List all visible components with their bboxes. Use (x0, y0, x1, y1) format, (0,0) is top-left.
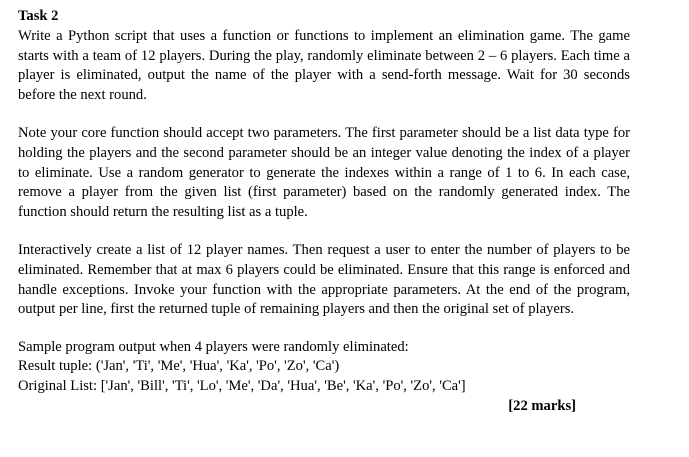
sample-original-line: Original List: ['Jan', 'Bill', 'Ti', 'Lo', 'Me', 'Da', 'Hua', 'Be', 'Ka', 'Po', 'Zo', 'Ca'] (18, 377, 466, 394)
task-document (18, 7, 630, 416)
paragraph-function-notes: Note your core function should accept two parameters. The first parameter should be a list data type for holding the players and the second parameter should be an integer value denoting the index of a player to eliminate. Use a random generator to generate the indexes within a range of 1 to 6. In each case, remove a player from the given list (first parameter) based on the randomly generated index. The function should return the resulting list as a tuple. (18, 125, 630, 220)
sample-result-line: Result tuple: ('Jan', 'Ti', 'Me', 'Hua', 'Ka', 'Po', 'Zo', 'Ca') (18, 358, 340, 375)
sample-output-section (18, 338, 630, 397)
marks-label: [22 marks] (508, 397, 576, 414)
task-title: Task 2 (18, 8, 59, 24)
paragraph-interactive-instructions: Interactively create a list of 12 player names. Then request a user to enter the number of players to be eliminated. Remember that at max 6 players could be eliminated. Ensure that this range is enforced and handle exceptions. Invoke your function with the appropriate parameters. At the end of the program, output per line, first the returned tuple of remaining players and then the original set of players. (18, 242, 630, 318)
sample-output-heading: Sample program output when 4 players were randomly eliminated: (18, 338, 409, 355)
paragraph-description: Write a Python script that uses a function or functions to implement an elimination game. The game starts with a team of 12 players. During the play, randomly eliminate between 2 – 6 players. Each time a player is eliminated, output the name of the player with a send-forth message. Wait for 30 seconds before the next round. (18, 28, 630, 103)
